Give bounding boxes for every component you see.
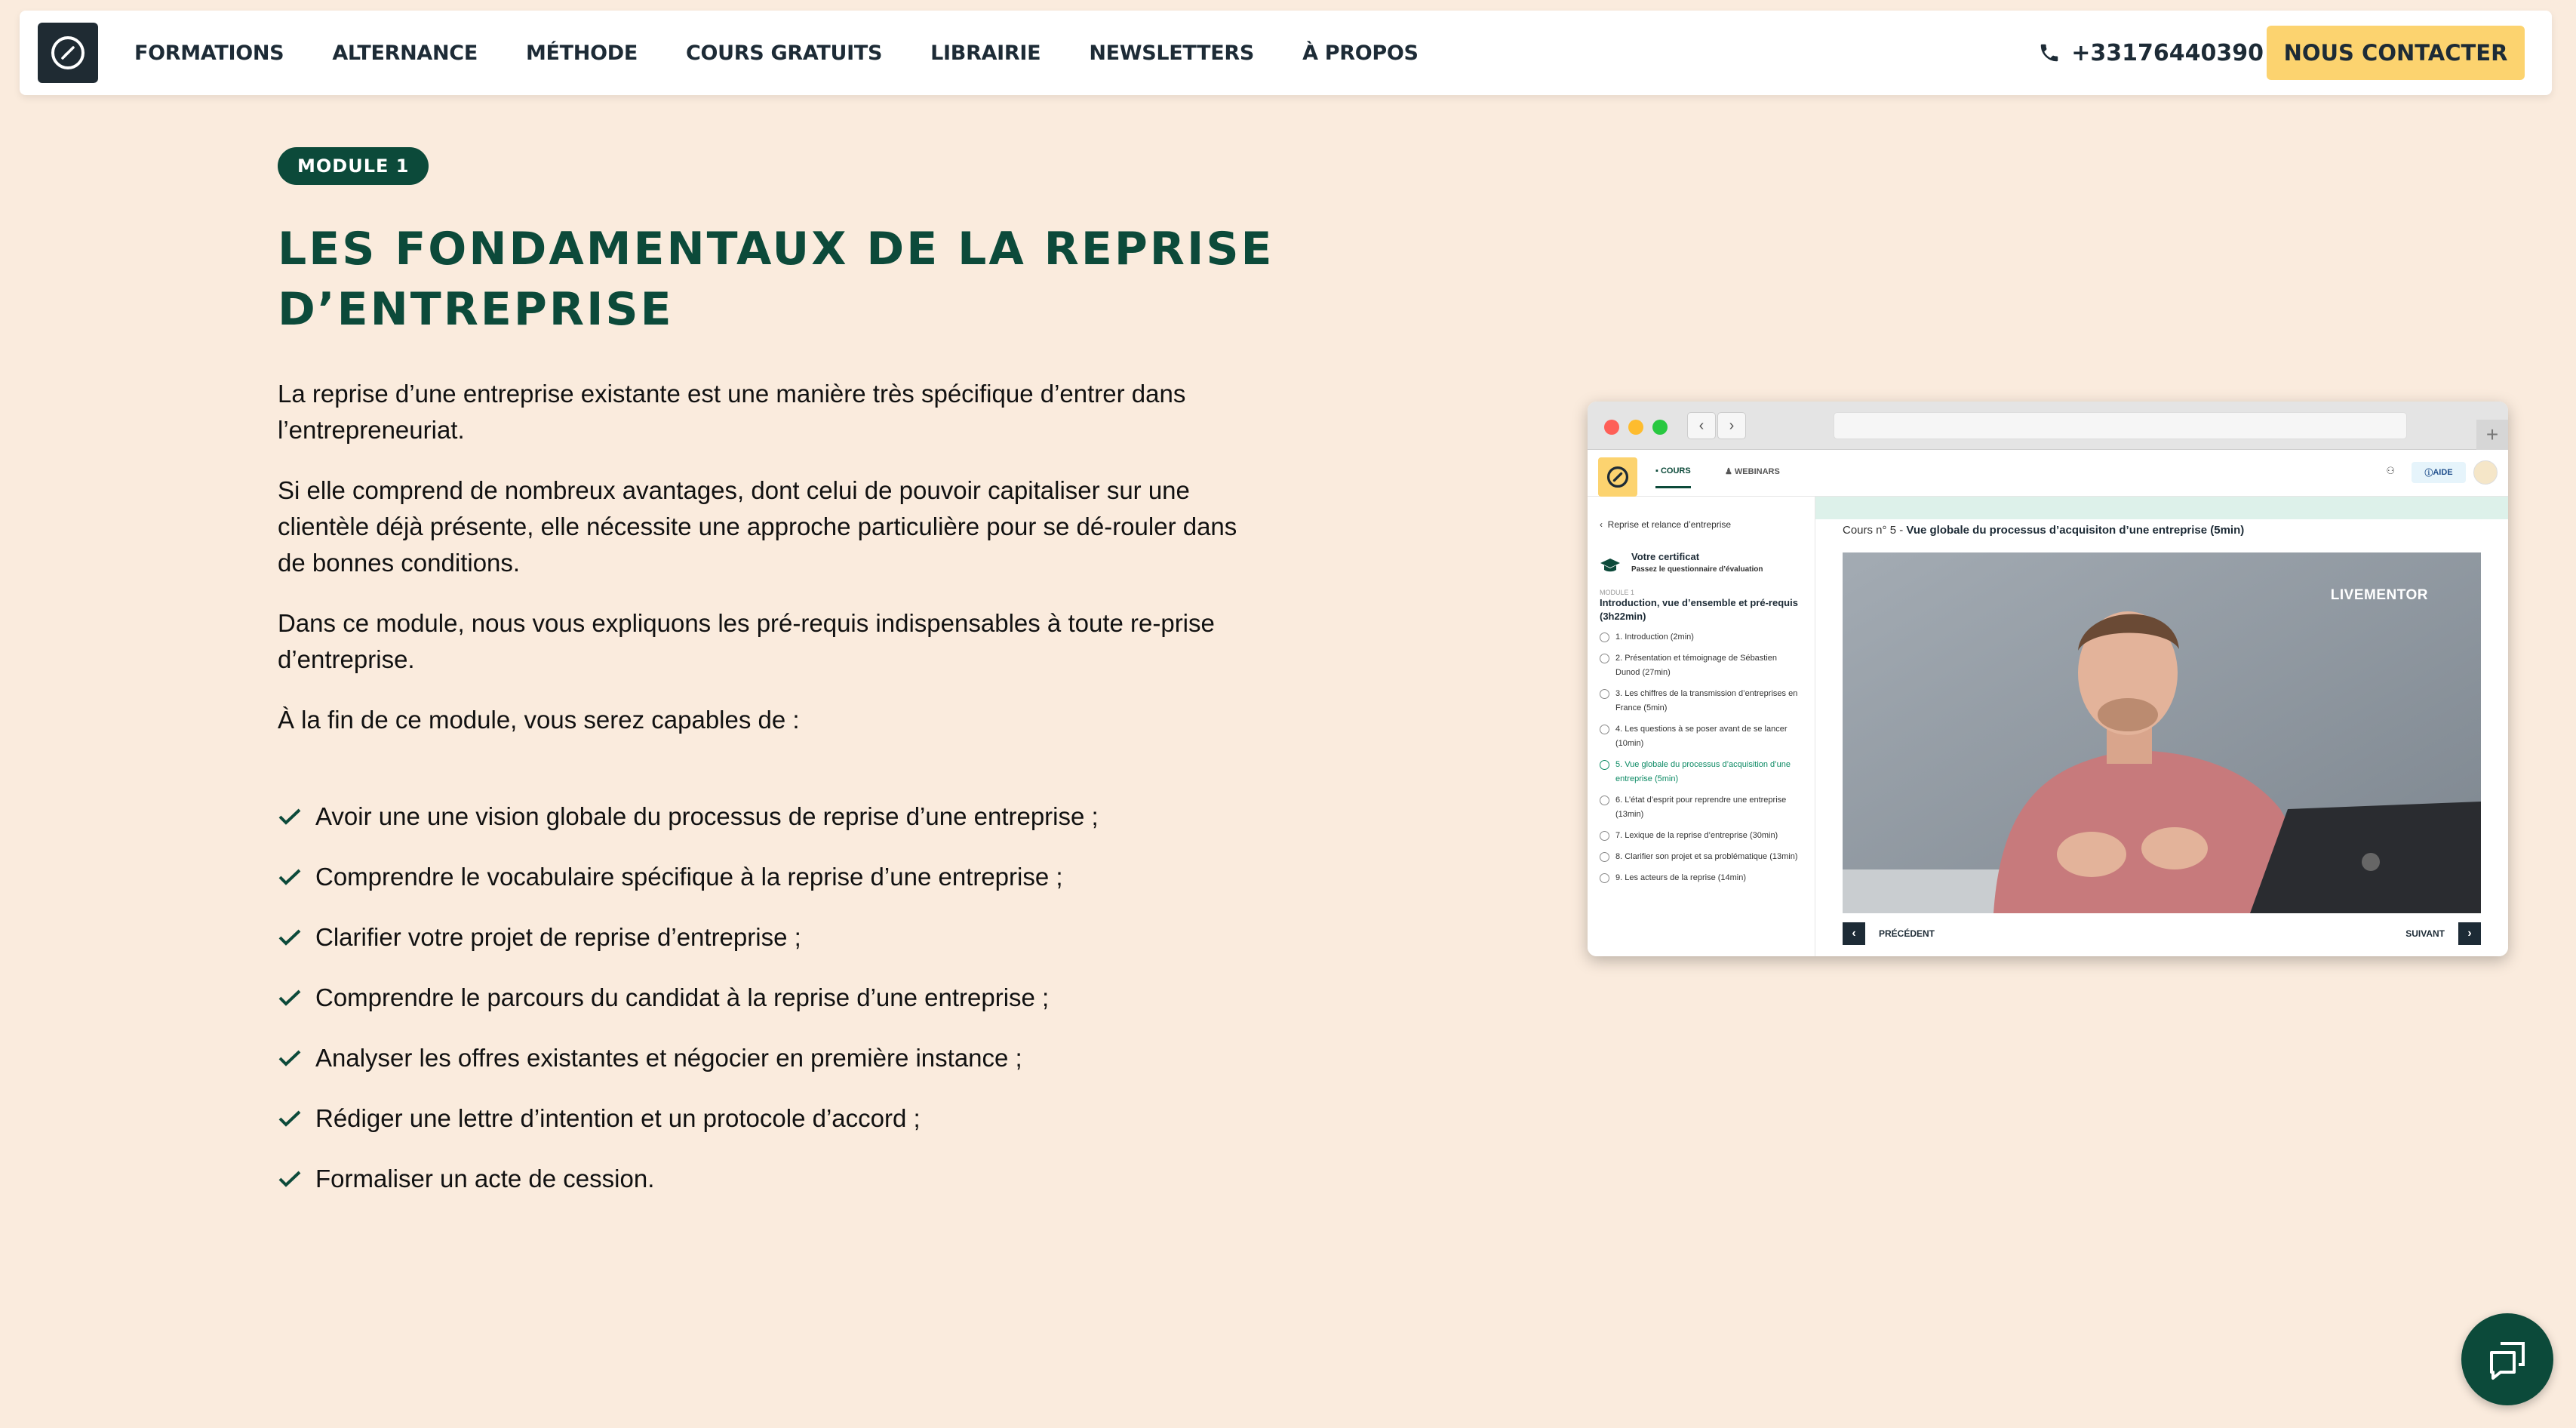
url-bar	[1834, 412, 2407, 439]
certificate-title: Votre certificat	[1631, 551, 1700, 562]
course-video	[1843, 552, 2481, 913]
minimize-dot-icon	[1628, 420, 1643, 435]
aide-button: ⓘ AIDE	[2412, 462, 2466, 483]
module-title	[278, 219, 1334, 340]
sidebar-module-label: MODULE 1	[1600, 589, 1635, 596]
objective-item	[278, 1149, 1099, 1209]
previous-link: ‹ PRÉCÉDENT	[1843, 922, 1935, 945]
description-paragraph: Si elle comprend de nombreux avantages, dont celui de pouvoir capitaliser sur une clientèle déjà présente, elle nécessite une approche particulière pour se dé-rouler dans de bonnes conditions.	[278, 476, 1237, 577]
check-icon	[278, 807, 315, 826]
module-description	[278, 376, 1266, 762]
phone-icon	[2038, 42, 2061, 64]
objective-text: Analyser les offres existantes et négocier en première instance ;	[315, 1044, 1022, 1072]
lesson-item: 2. Présentation et témoignage de Sébastien Dunod (27min)	[1600, 651, 1803, 680]
course-platform-screenshot	[1588, 402, 2508, 956]
users-icon: ⚇	[2386, 465, 2395, 476]
nav-newsletters[interactable]: NEWSLETTERS	[1089, 41, 1255, 65]
nav-a-propos[interactable]: À PROPOS	[1302, 41, 1419, 65]
next-link: SUIVANT ›	[2405, 922, 2481, 945]
nav-librairie[interactable]: LIBRAIRIE	[930, 41, 1041, 65]
contact-button[interactable]: NOUS CONTACTER	[2267, 26, 2525, 80]
lesson-item: 7. Lexique de la reprise d’entreprise (30min)	[1600, 829, 1803, 843]
objective-text: Clarifier votre projet de reprise d’entreprise ;	[315, 923, 801, 951]
certificate-block	[1600, 551, 1803, 574]
certificate-subtitle: Passez le questionnaire d’évaluation	[1631, 565, 1763, 574]
avatar	[2473, 460, 2498, 485]
check-icon	[278, 928, 315, 947]
check-icon	[278, 988, 315, 1008]
module-title-line-2: D’ENTREPRISE	[278, 283, 674, 336]
nav-cours-gratuits[interactable]: COURS GRATUITS	[686, 41, 883, 65]
chevron-right-icon: ›	[2458, 922, 2481, 945]
description-paragraph: À la fin de ce module, vous serez capables de :	[278, 706, 800, 734]
description-paragraph: Dans ce module, nous vous expliquons les pré-requis indispensables à toute re-prise d’entreprise.	[278, 609, 1215, 673]
app-tab-webinars: ♟ WEBINARS	[1725, 467, 1780, 476]
chat-button[interactable]	[2461, 1313, 2553, 1405]
nav-alternance[interactable]: ALTERNANCE	[332, 41, 478, 65]
objective-item	[278, 1028, 1099, 1088]
lesson-item: 3. Les chiffres de la transmission d’entreprises en France (5min)	[1600, 687, 1803, 716]
video-frame-illustration	[1843, 552, 2481, 913]
video-watermark: LIVEMENTOR	[2330, 587, 2428, 603]
app-logo-icon	[1598, 457, 1637, 497]
description-paragraph: La reprise d’une entreprise existante est une manière très spécifique d’entrer dans l’entrepreneuriat.	[278, 380, 1186, 444]
module-badge: MODULE 1	[278, 147, 429, 185]
objective-text: Comprendre le vocabulaire spécifique à la reprise d’une entreprise ;	[315, 863, 1063, 891]
objective-item	[278, 847, 1099, 907]
check-icon	[278, 867, 315, 887]
module-title-line-1: LES FONDAMENTAUX DE LA REPRISE	[278, 223, 1274, 275]
objective-item	[278, 786, 1099, 847]
objective-text: Avoir une une vision globale du processus de reprise d’une entreprise ;	[315, 802, 1099, 830]
sidebar-module-title: Introduction, vue d’ensemble et pré-requis (3h22min)	[1600, 597, 1798, 622]
objective-text: Comprendre le parcours du candidat à la reprise d’une entreprise ;	[315, 983, 1050, 1011]
browser-chrome	[1588, 402, 2508, 450]
course-heading: Cours n° 5 - Vue globale du processus d’acquisiton d’une entreprise (5min)	[1843, 524, 2245, 537]
lesson-sidebar	[1588, 497, 1815, 956]
app-tab-cours: ▪ COURS	[1655, 466, 1691, 488]
phone-link[interactable]	[2038, 11, 2264, 95]
lesson-item: 1. Introduction (2min)	[1600, 630, 1803, 645]
objective-item	[278, 1088, 1099, 1149]
lesson-pagination	[1843, 920, 2481, 947]
app-header	[1588, 450, 2508, 497]
back-arrow-icon: ‹	[1687, 412, 1716, 439]
back-link: ‹ Reprise et relance d’entreprise	[1600, 519, 1732, 530]
check-icon	[278, 1169, 315, 1189]
maximize-dot-icon	[1652, 420, 1668, 435]
forward-arrow-icon: ›	[1717, 412, 1746, 439]
lesson-item: 9. Les acteurs de la reprise (14min)	[1600, 871, 1803, 885]
nav-methode[interactable]: MÉTHODE	[525, 41, 638, 65]
lesson-item: 6. L’état d’esprit pour reprendre une entreprise (13min)	[1600, 793, 1803, 822]
check-icon	[278, 1109, 315, 1128]
objectives-list	[278, 786, 1099, 1209]
objective-text: Rédiger une lettre d’intention et un protocole d’accord ;	[315, 1104, 921, 1132]
objective-item	[278, 907, 1099, 968]
close-dot-icon	[1604, 420, 1619, 435]
course-main-panel	[1815, 497, 2508, 956]
graduation-cap-icon	[1600, 557, 1621, 574]
lesson-item: 8. Clarifier son projet et sa problématique (13min)	[1600, 850, 1803, 864]
chat-bubble-icon	[2484, 1336, 2531, 1383]
top-navigation-bar	[20, 11, 2552, 95]
objective-item	[278, 968, 1099, 1028]
nav-formations[interactable]: FORMATIONS	[134, 41, 284, 65]
chevron-left-icon: ‹	[1843, 922, 1865, 945]
mint-band	[1815, 497, 2508, 519]
new-tab-icon: +	[2476, 420, 2508, 450]
phone-number: +33176440390	[2071, 39, 2264, 66]
lesson-item-current: 5. Vue globale du processus d’acquisition d’une entreprise (5min)	[1600, 758, 1803, 786]
compass-logo-icon[interactable]	[38, 23, 98, 83]
check-icon	[278, 1048, 315, 1068]
main-nav	[134, 11, 1467, 95]
objective-text: Formaliser un acte de cession.	[315, 1165, 655, 1193]
lesson-item: 4. Les questions à se poser avant de se lancer (10min)	[1600, 722, 1803, 751]
